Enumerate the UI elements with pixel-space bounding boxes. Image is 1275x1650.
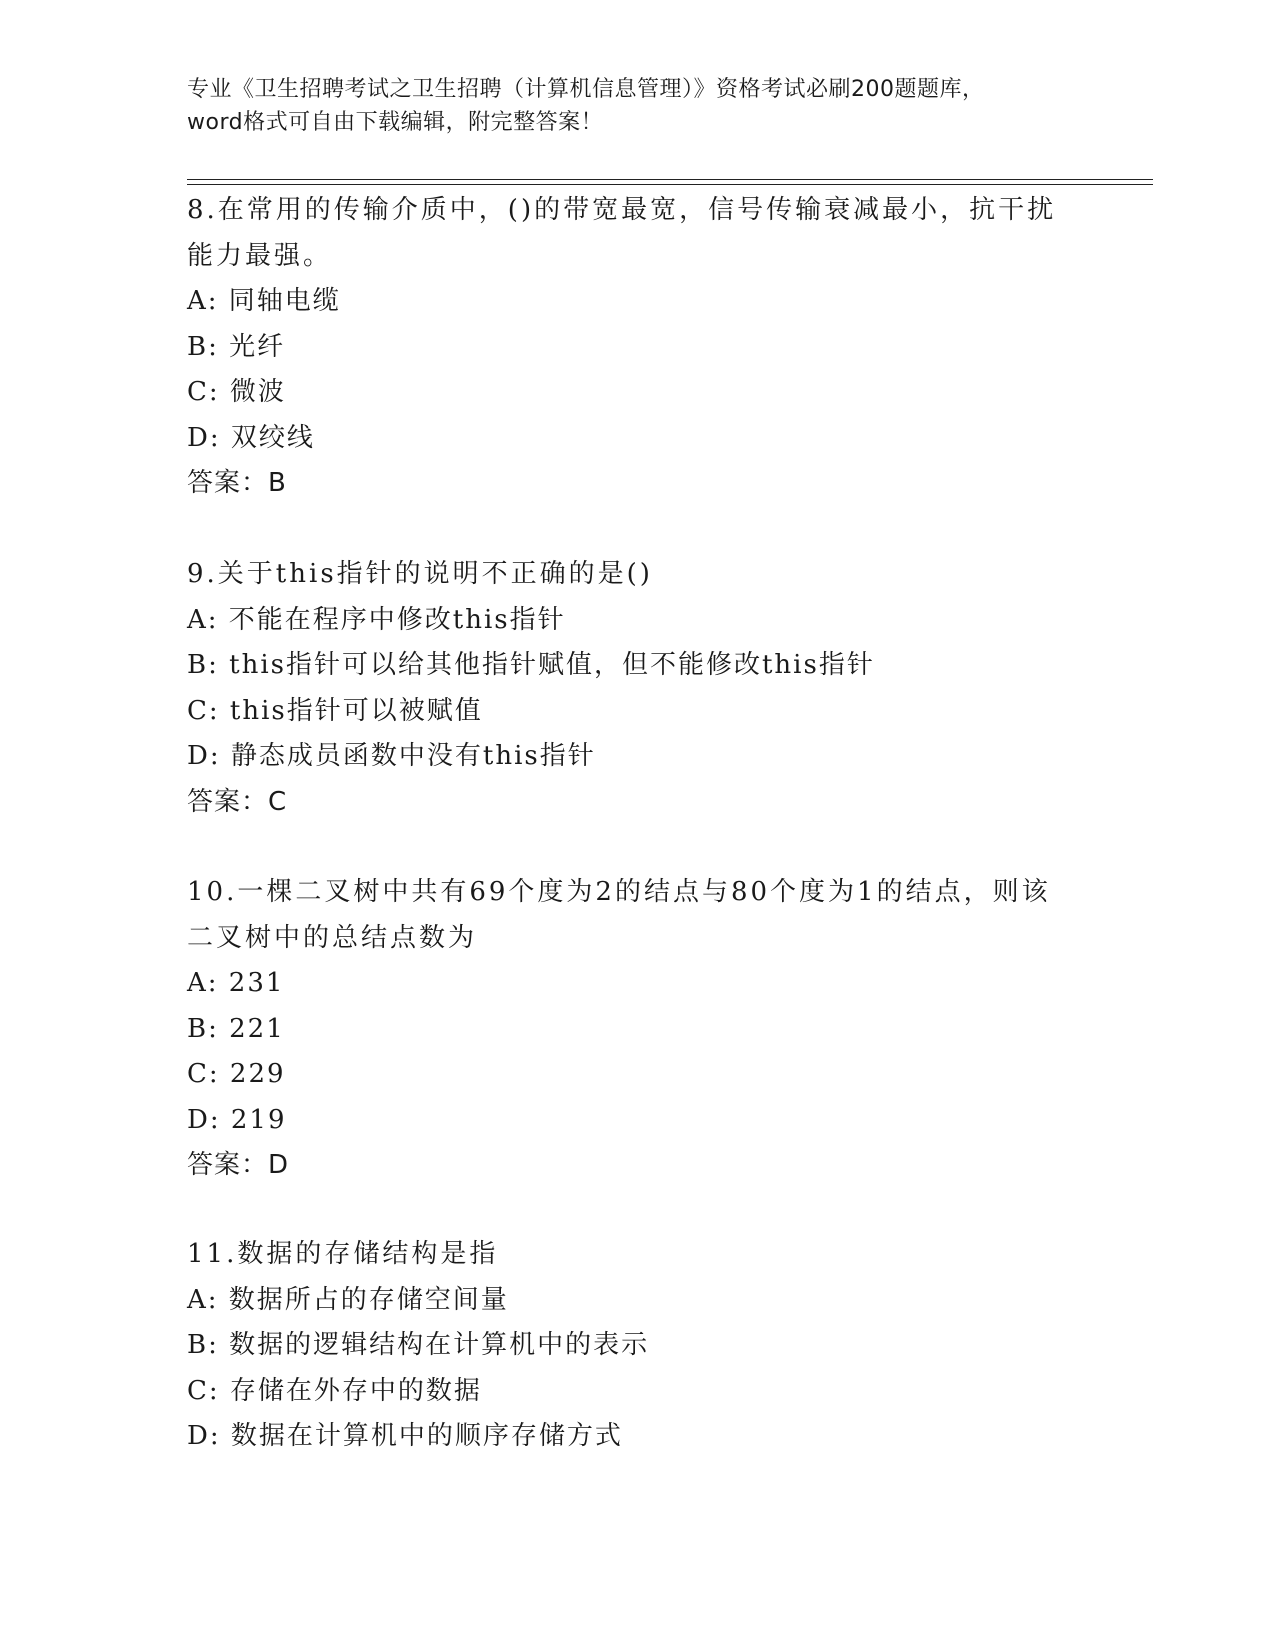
- option-c: C: 存储在外存中的数据: [187, 1375, 482, 1406]
- option-d: D: 219: [187, 1104, 287, 1135]
- option-a: A: 不能在程序中修改this指针: [187, 604, 566, 635]
- option-d: D: 静态成员函数中没有this指针: [187, 741, 596, 771]
- option-c: C: 229: [187, 1059, 286, 1089]
- answer: 答案：C: [187, 786, 288, 817]
- answer: 答案：B: [187, 468, 287, 498]
- header-divider-top: [187, 179, 1153, 180]
- option-c: C: 微波: [187, 377, 286, 407]
- question-10: [187, 870, 1087, 1189]
- question-stem: 10.一棵二叉树中共有69个度为2的结点与80个度为1的结点，则该: [187, 877, 1051, 907]
- option-b: B: 221: [187, 1013, 285, 1044]
- answer: 答案：D: [187, 1150, 290, 1180]
- question-9: [187, 552, 1087, 825]
- question-stem: 二叉树中的总结点数为: [187, 922, 478, 953]
- header-line-2: word格式可自由下载编辑，附完整答案！: [187, 110, 604, 135]
- option-a: A: 同轴电缆: [187, 286, 341, 316]
- document-header: [187, 73, 1087, 139]
- question-11: [187, 1232, 1087, 1460]
- question-stem: 9.关于this指针的说明不正确的是(): [187, 559, 653, 589]
- question-stem: 能力最强。: [187, 240, 333, 271]
- option-d: D: 数据在计算机中的顺序存储方式: [187, 1421, 623, 1451]
- question-stem: 8.在常用的传输介质中，()的带宽最宽，信号传输衰减最小，抗干扰: [187, 195, 1057, 225]
- option-d: D: 双绞线: [187, 422, 315, 453]
- option-b: B: this指针可以给其他指针赋值，但不能修改this指针: [187, 650, 875, 680]
- option-a: A: 231: [187, 968, 285, 998]
- header-divider-bottom: [187, 184, 1153, 185]
- question-8: [187, 188, 1087, 507]
- header-line-1: 专业《卫生招聘考试之卫生招聘（计算机信息管理）》资格考试必刷200题题库，: [187, 77, 985, 102]
- question-stem: 11.数据的存储结构是指: [187, 1239, 499, 1269]
- option-a: A: 数据所占的存储空间量: [187, 1284, 509, 1315]
- option-b: B: 光纤: [187, 331, 286, 362]
- option-c: C: this指针可以被赋值: [187, 695, 483, 726]
- option-b: B: 数据的逻辑结构在计算机中的表示: [187, 1330, 650, 1360]
